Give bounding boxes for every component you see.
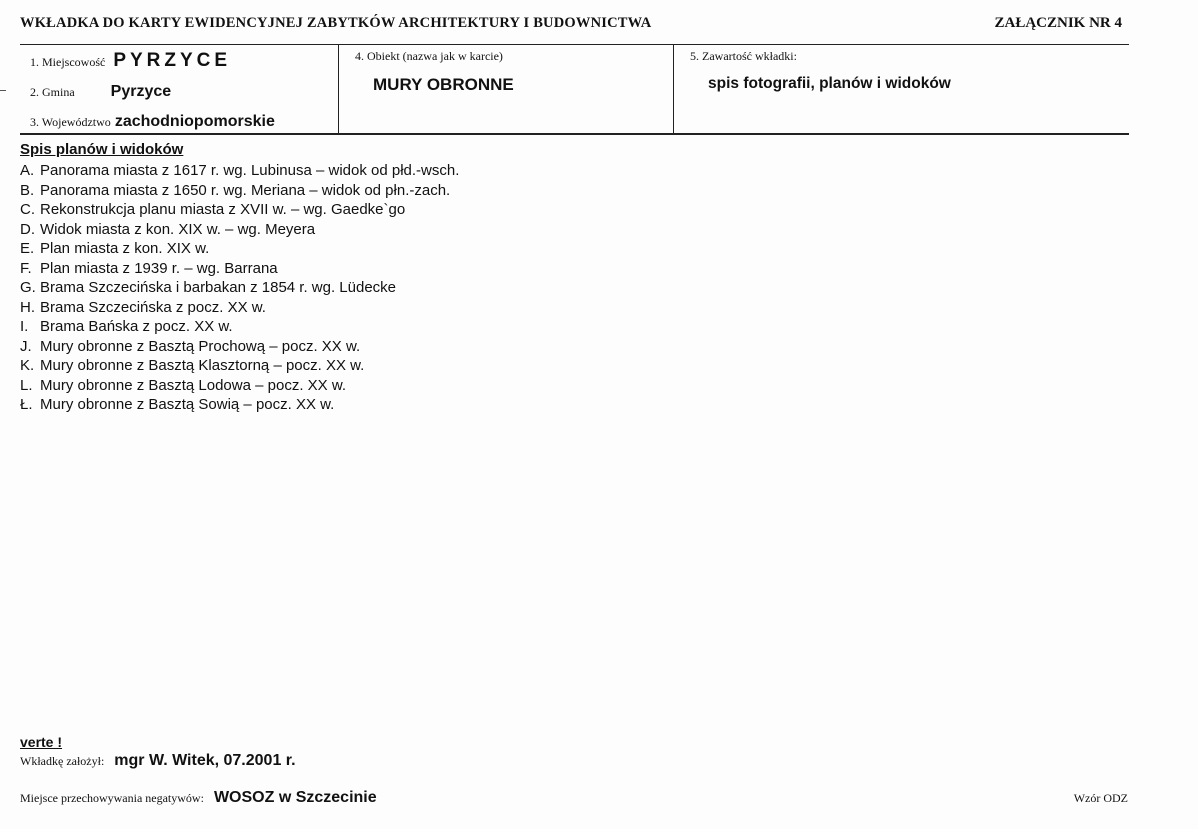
info-table (20, 44, 1129, 135)
item-text: Plan miasta z kon. XIX w. (40, 240, 210, 257)
item-letter: H. (20, 298, 35, 316)
founder-label: Wkładkę założył: (20, 754, 105, 768)
object-column (338, 45, 674, 133)
template-code: Wzór ODZ (1073, 791, 1128, 805)
commune-label: 2. Gmina (30, 85, 75, 99)
item-letter: J. (20, 337, 32, 355)
item-text: Brama Bańska z pocz. XX w. (40, 318, 233, 335)
locality-value: PYRZYCE (113, 50, 232, 71)
voivodeship-row (30, 113, 275, 131)
list-item (20, 220, 459, 240)
founder-value: mgr W. Witek, 07.2001 r. (114, 752, 296, 769)
item-text: Brama Szczecińska i barbakan z 1854 r. wg. Lüdecke (40, 279, 397, 296)
location-column (20, 45, 338, 133)
locality-label: 1. Miejscowość (30, 55, 106, 69)
item-text: Panorama miasta z 1617 r. wg. Lubinusa – widok od płd.-wsch. (40, 162, 460, 179)
item-letter: E. (20, 240, 35, 257)
voivodeship-label: 3. Województwo (30, 115, 111, 129)
contents-column (673, 45, 1129, 133)
item-letter: D. (20, 220, 35, 238)
verte-note: verte ! (20, 734, 63, 750)
item-letter: Ł. (20, 396, 33, 413)
document-title: WKŁADKA DO KARTY EWIDENCYJNEJ ZABYTKÓW ARCHITEKTURY I BUDOWNICTWA (20, 15, 652, 31)
list-item (20, 259, 459, 279)
list-item (20, 356, 459, 376)
item-letter: K. (20, 357, 35, 374)
item-text: Panorama miasta z 1650 r. wg. Meriana – widok od płn.-zach. (40, 181, 451, 199)
voivodeship-value: zachodniopomorskie (114, 113, 275, 130)
contents-label: 5. Zawartość wkładki: (690, 49, 797, 63)
item-letter: F. (20, 259, 32, 277)
item-text: Mury obronne z Basztą Klasztorną – pocz. XX w. (40, 357, 365, 374)
commune-row (30, 83, 171, 101)
plans-list (20, 161, 459, 415)
item-letter: A. (20, 162, 35, 179)
storage-value: WOSOZ w Szczecinie (213, 789, 377, 806)
item-letter: L. (20, 376, 33, 394)
margin-mark (0, 90, 6, 91)
storage-row (20, 789, 377, 807)
item-letter: I. (20, 318, 29, 335)
list-item (20, 298, 459, 318)
list-item (20, 376, 459, 396)
list-item (20, 395, 459, 415)
item-text: Mury obronne z Basztą Prochową – pocz. XX w. (40, 337, 361, 355)
annex-number: ZAŁĄCZNIK NR 4 (994, 15, 1122, 31)
object-label: 4. Obiekt (nazwa jak w karcie) (355, 49, 503, 63)
storage-label: Miejsce przechowywania negatywów: (20, 791, 204, 805)
list-title: Spis planów i widoków (20, 141, 184, 158)
list-item (20, 317, 459, 337)
item-text: Plan miasta z 1939 r. – wg. Barrana (40, 259, 278, 277)
item-letter: G. (20, 279, 36, 296)
item-text: Rekonstrukcja planu miasta z XVII w. – wg. Gaedke`go (40, 201, 406, 218)
item-text: Widok miasta z kon. XIX w. – wg. Meyera (40, 220, 316, 238)
item-text: Mury obronne z Basztą Lodowa – pocz. XX w. (40, 376, 346, 394)
object-value: MURY OBRONNE (373, 75, 514, 94)
list-item (20, 181, 459, 201)
item-letter: B. (20, 181, 35, 199)
item-letter: C. (20, 201, 35, 218)
list-item (20, 337, 459, 357)
item-text: Mury obronne z Basztą Sowią – pocz. XX w. (40, 396, 335, 413)
commune-value: Pyrzyce (110, 83, 172, 100)
item-text: Brama Szczecińska z pocz. XX w. (40, 298, 266, 316)
locality-row (30, 50, 231, 72)
list-item (20, 161, 459, 181)
list-item (20, 278, 459, 298)
contents-value: spis fotografii, planów i widoków (708, 75, 951, 92)
list-item (20, 200, 459, 220)
founder-row (20, 752, 296, 770)
list-item (20, 239, 459, 259)
